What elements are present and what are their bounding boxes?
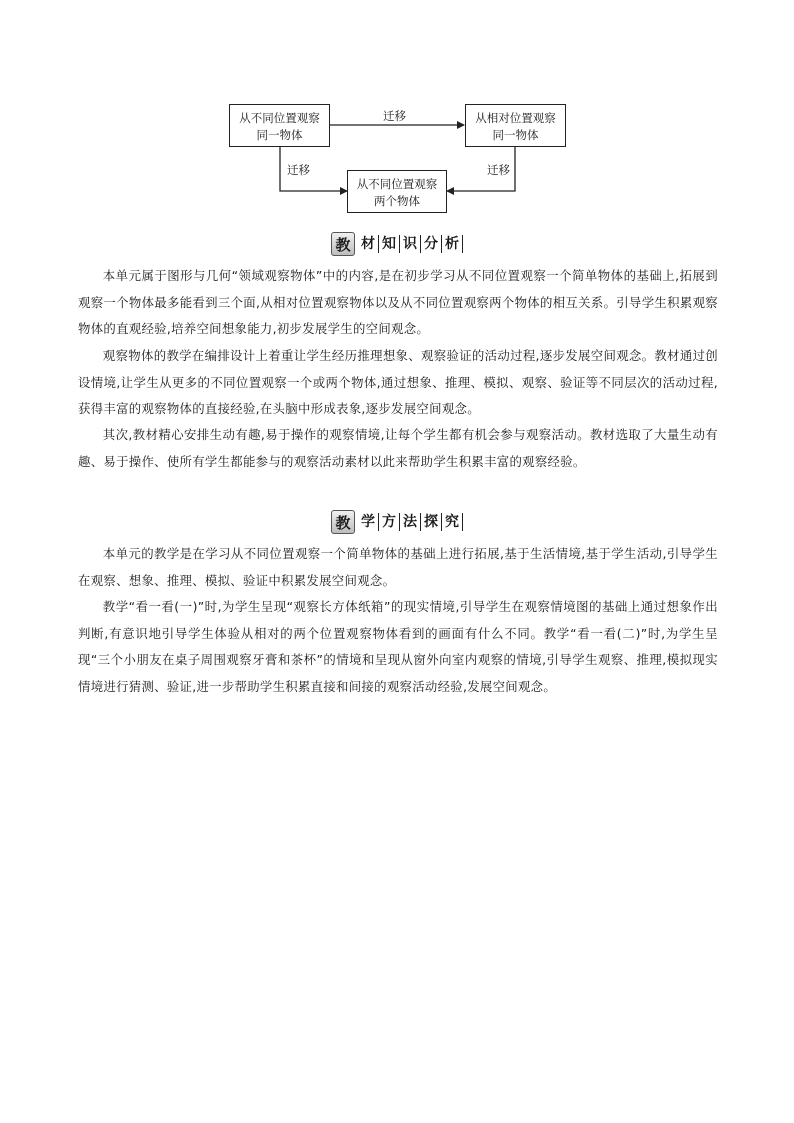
box-line-2: 同一物体 <box>256 128 303 142</box>
title-char: 法 <box>400 513 421 531</box>
title-text <box>358 235 463 253</box>
title-char: 探 <box>421 513 442 531</box>
title-badge: 教 <box>331 510 355 534</box>
paragraph: 观察物体的教学在编排设计上着重让学生经历推理想象、观察验证的活动过程,逐步发展空间观念。教材通过创设情境,让学生从更多的不同位置观察一个或两个物体,通过想象、推理、模拟、观察、验证等不同层次的活动过程,获得丰富的观察物体的直接经验,在头脑中形成表象,逐步发展空间观念。 <box>78 348 718 416</box>
title-char: 知 <box>379 235 400 253</box>
title-char: 学 <box>358 513 379 531</box>
box-line-2: 同一物体 <box>492 128 539 142</box>
box-different-positions-same-object <box>229 104 330 147</box>
box-line-1: 从不同位置观察 <box>239 111 320 125</box>
paragraph: 本单元属于图形与几何“领域观察物体”中的内容,是在初步学习从不同位置观察一个简单物体的基础上,拓展到观察一个物体最多能看到三个面,从相对位置观察物体以及从不同位置观察两个物体的相互关系。引导学生积累观察物体的直观经验,培养空间想象能力,初步发展学生的空间观念。 <box>78 268 718 336</box>
title-char: 方 <box>379 513 400 531</box>
box-line-2: 两个物体 <box>374 194 420 208</box>
paragraph: 教学“看一看(一)”时,为学生呈现“观察长方体纸箱”的现实情境,引导学生在观察情境图的基础上通过想象作出判断,有意识地引导学生体验从相对的两个位置观察物体看到的画面有什么不同。教学“看一看(二)”时,为学生呈现“三个小朋友在桌子周围观察牙膏和茶杯”的情境和呈现从窗外向室内观察的情境,引导学生观察、推理,模拟现实情境进行猜测、验证,进一步帮助学生积累直接和间接的观察活动经验,发展空间观念。 <box>78 599 718 694</box>
paragraph: 其次,教材精心安排生动有趣,易于操作的观察情境,让每个学生都有机会参与观察活动。教材选取了大量生动有趣、易于操作、使所有学生都能参与的观察活动素材以此来帮助学生积累丰富的观察经验。 <box>78 427 718 469</box>
box-line-1: 从不同位置观察 <box>356 177 438 191</box>
section-title-textbook-analysis <box>0 231 794 257</box>
edge-label-left: 迁移 <box>287 163 310 177</box>
title-char: 识 <box>400 235 421 253</box>
box-different-positions-two-objects <box>347 170 447 213</box>
title-badge: 教 <box>331 232 355 256</box>
edge-label-right: 迁移 <box>487 163 510 177</box>
box-line-1: 从相对位置观察 <box>475 111 556 125</box>
box-opposite-positions-same-object <box>465 104 566 147</box>
title-char: 究 <box>442 513 463 531</box>
paragraph: 本单元的教学是在学习从不同位置观察一个简单物体的基础上进行拓展,基于生活情境,基于学生活动,引导学生在观察、想象、推理、模拟、验证中积累发展空间观念。 <box>78 546 718 588</box>
section-title-teaching-methods <box>0 509 794 535</box>
title-char: 析 <box>442 235 463 253</box>
edge-label-top: 迁移 <box>383 109 406 123</box>
flowchart <box>0 0 794 230</box>
title-char: 分 <box>421 235 442 253</box>
title-text <box>358 513 463 531</box>
title-char: 材 <box>358 235 379 253</box>
